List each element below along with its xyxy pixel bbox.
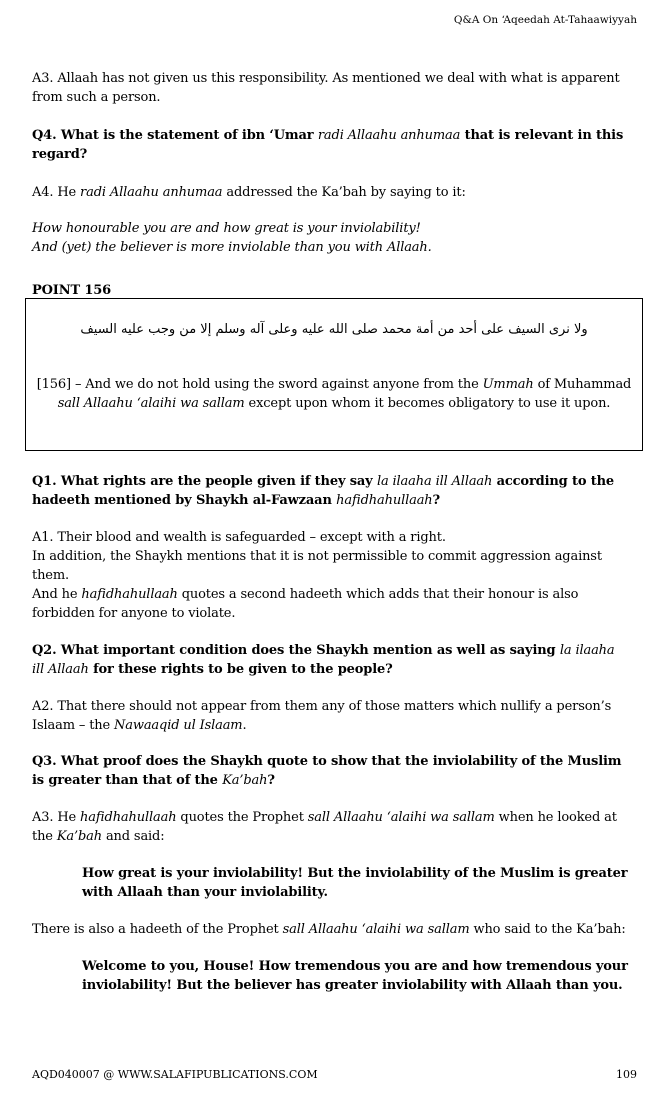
point-box: [25, 298, 643, 451]
quote-prophet-1: How great is your inviolability! But the inviolability of the Muslim is greater with Allaah than your inviolability.: [82, 866, 628, 900]
quote-prophet-2: Welcome to you, House! How tremendous you are and how tremendous your inviolability! But the believer has greater inviolability with Allaah than you.: [82, 959, 628, 993]
answer-a3: A3. He hafidhahullaah quotes the Prophet sall Allaahu ‘alaihi wa sallam when he looked at the Ka’bah and said:: [32, 810, 617, 844]
answer-a2: A2. That there should not appear from them any of those matters which nullify a person’s Islaam – the Nawaaqid ul Islaam.: [32, 699, 612, 733]
page-number: 109: [616, 1068, 637, 1081]
running-header: Q&A On ‘Aqeedah At-Tahaawiyyah: [453, 14, 637, 26]
arabic-text: ولا نرى السيف على أحد من أمة محمد صلى الله عليه وعلى آله وسلم إلا من وجب عليه السيف: [80, 322, 588, 337]
question-q3: Q3. What proof does the Shaykh quote to show that the inviolability of the Muslim is greater than that of the Ka’bah?: [32, 754, 622, 788]
point-translation: [156] – And we do not hold using the sword against anyone from the Ummah of Muhammad sall Allaahu ‘alaihi wa sallam except upon whom it becomes obligatory to use it upon.: [36, 377, 632, 411]
answer-a4: A4. He radi Allaahu anhumaa addressed the Ka’bah by saying to it:: [32, 185, 466, 200]
question-q2: Q2. What important condition does the Shaykh mention as well as saying la ilaaha ill Allaah for these rights to be given to the people?: [32, 643, 615, 677]
question-q1: Q1. What rights are the people given if they say la ilaaha ill Allaah according to the hadeeth mentioned by Shaykh al-Fawzaan hafidhahullaah?: [32, 474, 615, 508]
answer-a3-previous: A3. Allaah has not given us this responsibility. As mentioned we deal with what is apparent from such a person.: [32, 71, 620, 105]
also-hadeeth-intro: There is also a hadeeth of the Prophet sall Allaahu ‘alaihi wa sallam who said to the Ka’bah:: [32, 922, 626, 937]
answer-a1: A1. Their blood and wealth is safeguarded – except with a right. In addition, the Shaykh mentions that it is not permissible to commit aggression against them. And he hafidhahullaah quotes a second hadeeth which adds that their honour is also forbidden for anyone to violate.: [32, 530, 602, 621]
point-heading: POINT 156: [32, 283, 112, 298]
quote-ibn-umar: How honourable you are and how great is your inviolability! And (yet) the believer is more inviolable than you with Allaah.: [32, 221, 432, 255]
footer-reference: AQD040007 @ WWW.SALAFIPUBLICATIONS.COM: [32, 1068, 318, 1081]
question-q4: Q4. What is the statement of ibn ‘Umar radi Allaahu anhumaa that is relevant in this regard?: [32, 128, 624, 162]
